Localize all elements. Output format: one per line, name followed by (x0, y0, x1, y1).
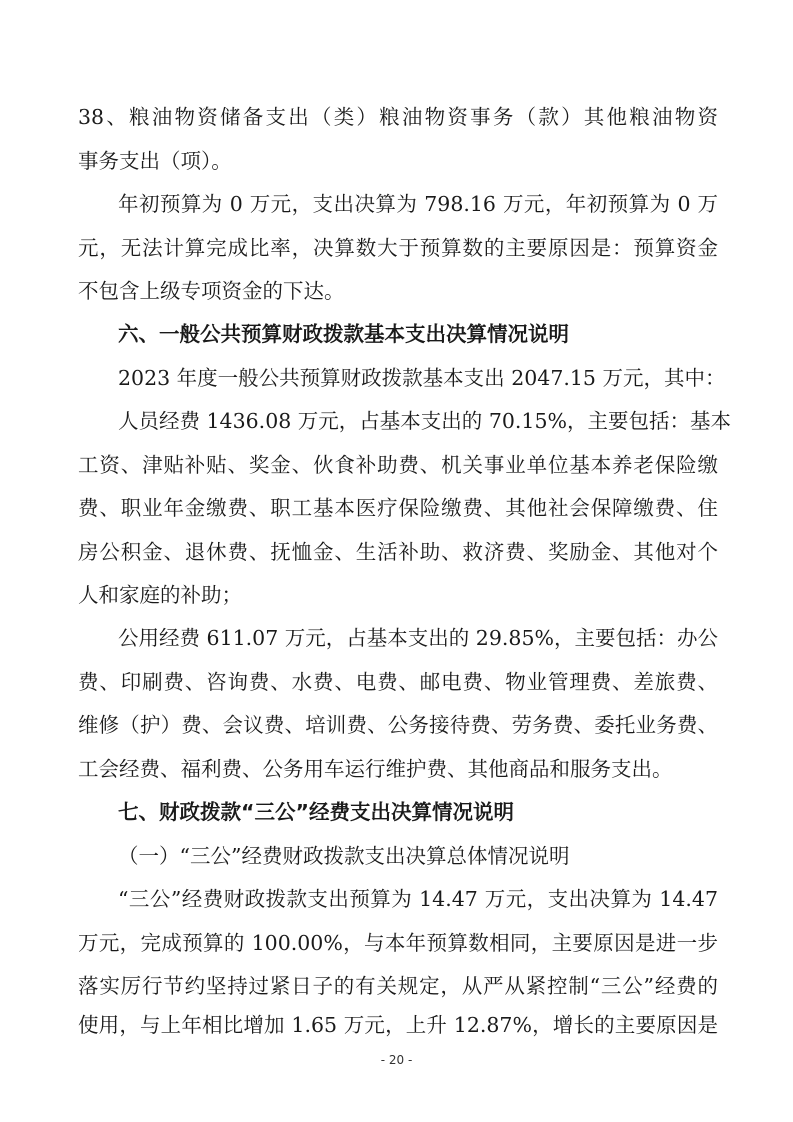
text-line: 38、粮油物资储备支出（类）粮油物资事务（款）其他粮油物资 (78, 105, 718, 129)
text-line: 维修（护）费、会议费、培训费、公务接待费、劳务费、委托业务费、 (78, 713, 718, 737)
text-line: 不包含上级专项资金的下达。 (78, 279, 345, 303)
text-line: 万元，完成预算的 100.00%，与本年预算数相同，主要原因是进一步 (78, 931, 718, 955)
text-line: 元，无法计算完成比率，决算数大于预算数的主要原因是：预算资金 (78, 236, 718, 260)
text-line: 落实厉行节约坚持过紧日子的有关规定，从严从紧控制“三公”经费的 (78, 974, 718, 998)
text-line: 工资、津贴补贴、奖金、伙食补助费、机关事业单位基本养老保险缴 (78, 453, 718, 477)
text-line: 2023 年度一般公共预算财政拨款基本支出 2047.15 万元，其中： (118, 366, 726, 390)
text-line: 公用经费 611.07 万元，占基本支出的 29.85%，主要包括：办公 (118, 626, 718, 650)
text-line: 人和家庭的补助； (78, 583, 242, 607)
text-line: 工会经费、福利费、公务用车运行维护费、其他商品和服务支出。 (78, 757, 673, 781)
section-heading: 六、一般公共预算财政拨款基本支出决算情况说明 (118, 322, 569, 346)
text-line: 费、职业年金缴费、职工基本医疗保险缴费、其他社会保障缴费、住 (78, 496, 718, 520)
section-heading: 七、财政拨款“三公”经费支出决算情况说明 (118, 800, 514, 824)
text-line: “三公”经费财政拨款支出预算为 14.47 万元，支出决算为 14.47 (118, 887, 718, 911)
text-line: 使用，与上年相比增加 1.65 万元，上升 12.87%，增长的主要原因是 (78, 1013, 718, 1037)
text-line: 费、印刷费、咨询费、水费、电费、邮电费、物业管理费、差旅费、 (78, 670, 718, 694)
subsection-heading: （一）“三公”经费财政拨款支出决算总体情况说明 (118, 844, 570, 868)
text-line: 房公积金、退休费、抚恤金、生活补助、救济费、奖励金、其他对个 (78, 540, 718, 564)
text-line: 年初预算为 0 万元，支出决算为 798.16 万元，年初预算为 0 万 (118, 192, 718, 216)
text-line: 事务支出（项）。 (78, 149, 232, 173)
page-number: - 20 - (380, 1053, 413, 1067)
text-line: 人员经费 1436.08 万元，占基本支出的 70.15%，主要包括：基本 (118, 409, 731, 433)
